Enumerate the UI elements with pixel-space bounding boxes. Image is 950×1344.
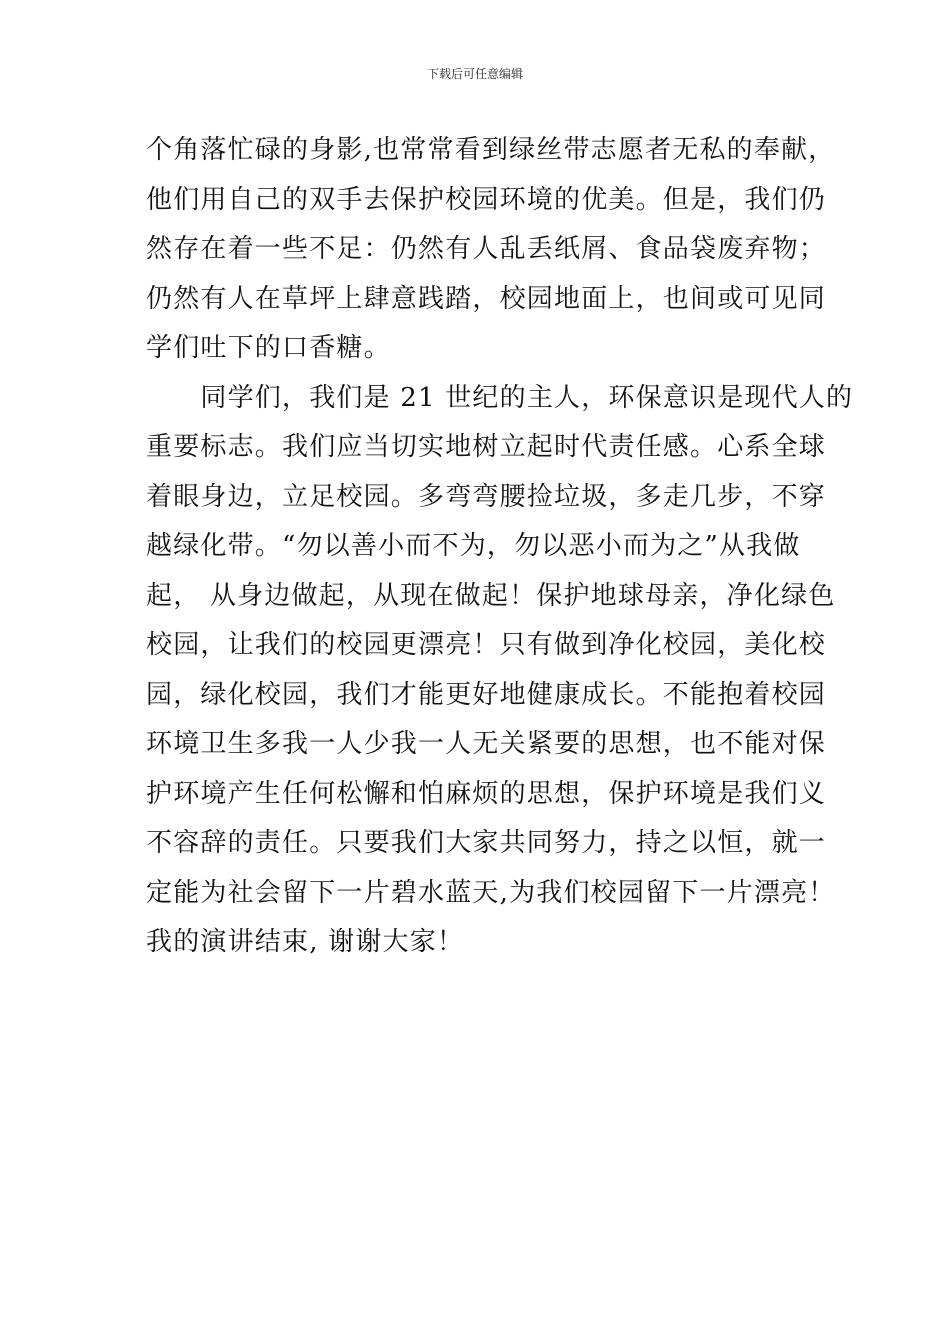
text-line: 定能为社会留下一片碧水蓝天,为我们校园留下一片漂亮！ [146, 877, 836, 908]
text-line: 校园，让我们的校园更漂亮！只有做到净化校园，美化校 [146, 630, 827, 660]
text-line: 个角落忙碌的身影,也常常看到绿丝带志愿者无私的奉献， [146, 135, 836, 165]
text-line: 我的演讲结束, 谢谢大家！ [146, 927, 465, 957]
page-header: 下载后可任意编辑 [426, 67, 523, 81]
text-line: 越绿化带。“勿以善小而不为，勿以恶小而为之”从我做 [146, 531, 801, 561]
text-line: 他们用自己的双手去保护校园环境的优美。但是，我们仍 [146, 184, 827, 215]
text-line: 护环境产生任何松懈和怕麻烦的思想，保护环境是我们义 [146, 778, 827, 809]
text-line: 着眼身边，立足校园。多弯弯腰捡垃圾，多走几步，不穿 [146, 481, 827, 512]
text-line: 同学们，我们是 21 世纪的主人，环保意识是现代人的 [146, 382, 854, 413]
text-line: 重要标志。我们应当切实地树立起时代责任感。心系全球 [146, 432, 827, 462]
text-line: 园，绿化校园，我们才能更好地健康成长。不能抱着校园 [146, 679, 827, 710]
text-line: 仍然有人在草坪上肆意践踏，校园地面上，也间或可见同 [146, 283, 827, 314]
text-line: 环境卫生多我一人少我一人无关紧要的思想，也不能对保 [146, 729, 827, 759]
text-line: 不容辞的责任。只要我们大家共同努力，持之以恒，就一 [146, 828, 827, 858]
document-body [146, 126, 854, 968]
text-line: 起， 从身边做起，从现在做起！保护地球母亲，净化绿色 [146, 580, 836, 611]
text-line: 然存在着一些不足：仍然有人乱丢纸屑、食品袋废弃物； [146, 234, 827, 264]
text-line: 学们吐下的口香糖。 [146, 333, 391, 363]
